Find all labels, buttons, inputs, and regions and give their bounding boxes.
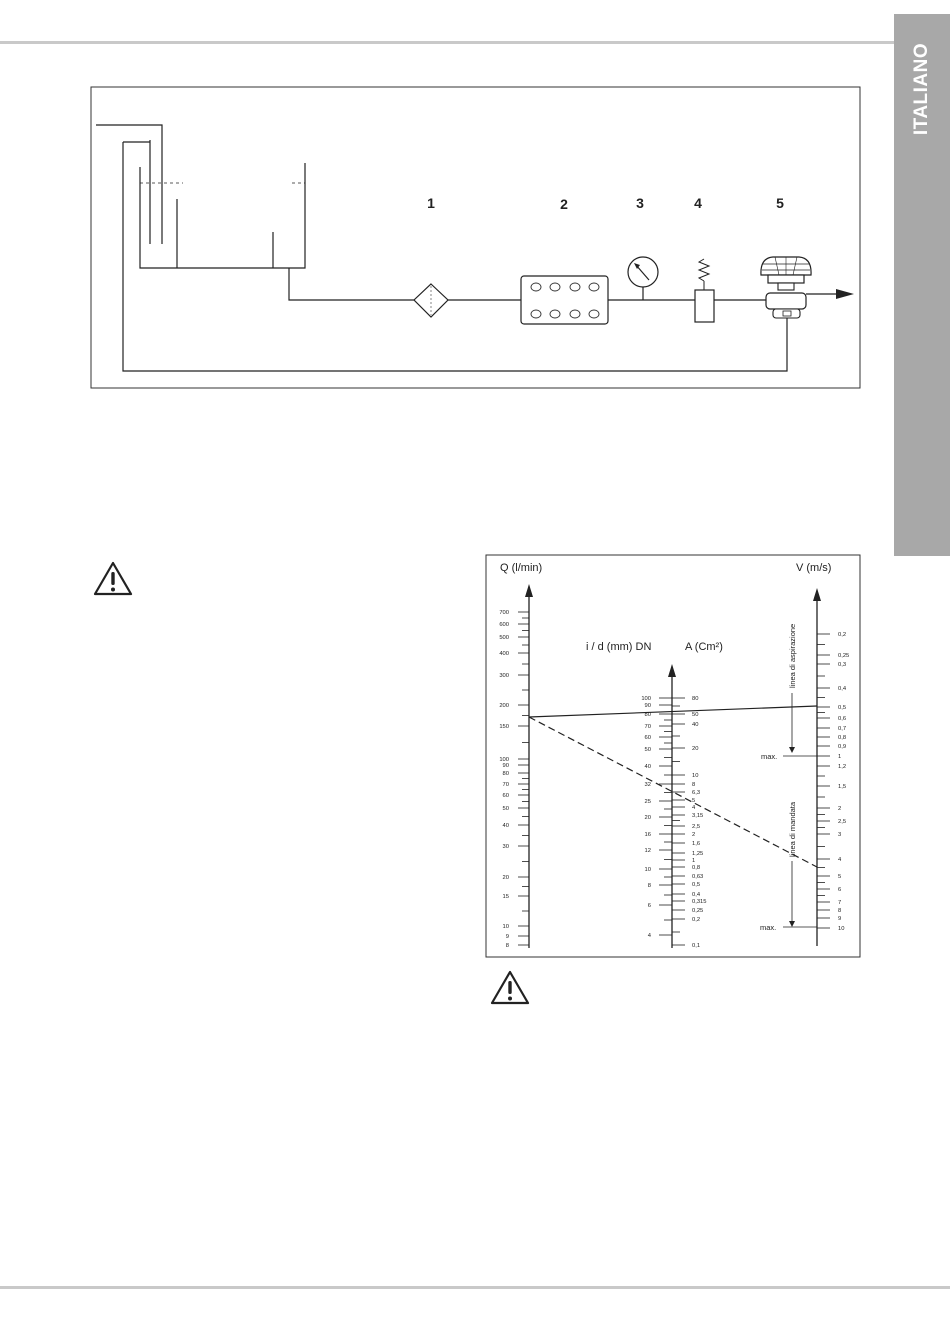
d-axis-tick-label: 80 — [644, 712, 651, 719]
a-axis-tick-label: 8 — [692, 782, 696, 789]
a-axis-tick-label: 4 — [692, 805, 696, 812]
d-axis-tick-label: 32 — [644, 782, 651, 789]
a-axis-tick-label: 6,3 — [692, 790, 701, 797]
v-axis-tick-label: 0,25 — [838, 653, 850, 660]
d-axis-tick-label: 90 — [644, 703, 651, 710]
d-axis-ticks — [641, 696, 672, 939]
q-axis-tick-label: 500 — [499, 635, 509, 642]
d-axis-arrow — [668, 664, 676, 677]
v-axis-tick-label: 0,6 — [838, 716, 847, 723]
d-axis-tick-label: 100 — [641, 696, 651, 703]
a-axis-tick-label: 10 — [692, 773, 699, 780]
suction-example-line — [529, 706, 817, 717]
component-number-3: 3 — [636, 195, 644, 211]
q-axis-tick-label: 90 — [502, 763, 509, 770]
a-axis-tick-label: 0,4 — [692, 892, 701, 899]
d-axis-tick-label: 50 — [644, 747, 651, 754]
v-axis-tick-label: 0,8 — [838, 735, 847, 742]
delivery-max-label: max. — [760, 923, 777, 932]
q-axis-tick-label: 60 — [502, 793, 509, 800]
q-axis-tick-label: 30 — [502, 844, 509, 851]
d-axis-tick-label: 70 — [644, 724, 651, 731]
v-axis-tick-label: 5 — [838, 874, 842, 881]
v-axis-tick-label: 0,5 — [838, 705, 847, 712]
a-axis-tick-label: 1,25 — [692, 851, 704, 858]
suction-line-label: linea di aspirazione — [788, 623, 797, 688]
a-axis-tick-label: 0,5 — [692, 882, 701, 889]
q-axis-tick-label: 8 — [505, 943, 509, 950]
v-axis-tick-label: 4 — [838, 857, 842, 864]
q-axis-tick-label: 700 — [499, 610, 509, 617]
q-axis-tick-label: 600 — [499, 622, 509, 629]
a-axis-tick-label: 1,6 — [692, 841, 701, 848]
bottom-rule — [0, 1286, 950, 1289]
a-axis-tick-label: 20 — [692, 746, 699, 753]
language-label: ITALIANO — [911, 42, 932, 136]
v-axis-arrow — [813, 588, 821, 601]
q-axis-tick-label: 200 — [499, 703, 509, 710]
d-axis-tick-label: 4 — [647, 933, 651, 940]
a-axis-tick-label: 0,25 — [692, 908, 704, 915]
a-axis-tick-label: 0,8 — [692, 865, 701, 872]
v-axis-ticks — [817, 632, 849, 932]
q-axis-tick-label: 80 — [502, 771, 509, 778]
d-axis-tick-label: 40 — [644, 764, 651, 771]
d-axis-tick-label: 16 — [644, 832, 651, 839]
q-axis-ticks — [499, 610, 529, 949]
d-axis-label: i / d (mm) DN — [586, 641, 652, 653]
v-axis-tick-label: 2 — [838, 806, 842, 813]
d-axis-tick-label: 8 — [647, 883, 651, 890]
d-axis-tick-label: 60 — [644, 735, 651, 742]
q-axis-tick-label: 70 — [502, 782, 509, 789]
v-axis-tick-label: 10 — [838, 926, 845, 933]
a-axis-tick-label: 1 — [692, 858, 696, 865]
a-axis-tick-label: 80 — [692, 696, 699, 703]
v-axis-tick-label: 2,5 — [838, 819, 847, 826]
v-axis-label: V (m/s) — [796, 562, 832, 574]
q-axis-arrow — [525, 584, 533, 597]
v-axis-tick-label: 6 — [838, 887, 842, 894]
component-number-5: 5 — [776, 195, 784, 211]
component-number-2: 2 — [560, 196, 568, 212]
v-axis-tick-label: 3 — [838, 832, 842, 839]
q-axis-tick-label: 300 — [499, 673, 509, 680]
a-axis-tick-label: 50 — [692, 712, 699, 719]
v-axis-tick-label: 1,5 — [838, 784, 847, 791]
v-axis-tick-label: 1 — [838, 754, 842, 761]
a-axis-tick-label: 40 — [692, 722, 699, 729]
v-axis-tick-label: 0,2 — [838, 632, 847, 639]
q-axis-tick-label: 50 — [502, 806, 509, 813]
v-axis-tick-label: 0,3 — [838, 662, 847, 669]
a-axis-tick-label: 5 — [692, 798, 696, 805]
a-axis-ticks — [672, 696, 707, 949]
v-axis-tick-label: 0,9 — [838, 744, 847, 751]
q-axis-tick-label: 400 — [499, 651, 509, 658]
v-axis-tick-label: 0,4 — [838, 686, 847, 693]
q-axis-tick-label: 9 — [505, 934, 509, 941]
q-axis-tick-label: 15 — [502, 894, 509, 901]
suction-max-label: max. — [761, 752, 778, 761]
q-axis-tick-label: 10 — [502, 924, 509, 931]
v-axis-tick-label: 7 — [838, 900, 842, 907]
v-axis-tick-label: 9 — [838, 916, 842, 923]
v-axis-tick-label: 1,2 — [838, 764, 847, 771]
d-axis-tick-label: 10 — [644, 867, 651, 874]
a-axis-tick-label: 3,15 — [692, 813, 704, 820]
a-axis-tick-label: 0,315 — [692, 899, 707, 906]
d-axis-tick-label: 6 — [647, 903, 651, 910]
v-axis-tick-label: 8 — [838, 908, 842, 915]
a-axis-tick-label: 2,5 — [692, 824, 701, 831]
v-axis-tick-label: 0,7 — [838, 726, 847, 733]
a-axis-tick-label: 0,1 — [692, 943, 701, 950]
d-axis-tick-label: 12 — [644, 848, 651, 855]
component-number-1: 1 — [427, 195, 435, 211]
a-axis-tick-label: 0,2 — [692, 917, 701, 924]
a-axis-label: A (Cm²) — [685, 641, 723, 653]
q-axis-tick-label: 20 — [502, 875, 509, 882]
component-number-4: 4 — [694, 195, 702, 211]
a-axis-tick-label: 2 — [692, 832, 696, 839]
d-axis-tick-label: 20 — [644, 815, 651, 822]
q-axis-label: Q (l/min) — [500, 562, 543, 574]
q-axis-tick-label: 40 — [502, 823, 509, 830]
a-axis-tick-label: 0,63 — [692, 874, 704, 881]
q-axis-tick-label: 100 — [499, 757, 509, 764]
delivery-line-label: linea di mandata — [788, 801, 797, 857]
d-axis-tick-label: 25 — [644, 799, 651, 806]
q-axis-tick-label: 150 — [499, 724, 509, 731]
